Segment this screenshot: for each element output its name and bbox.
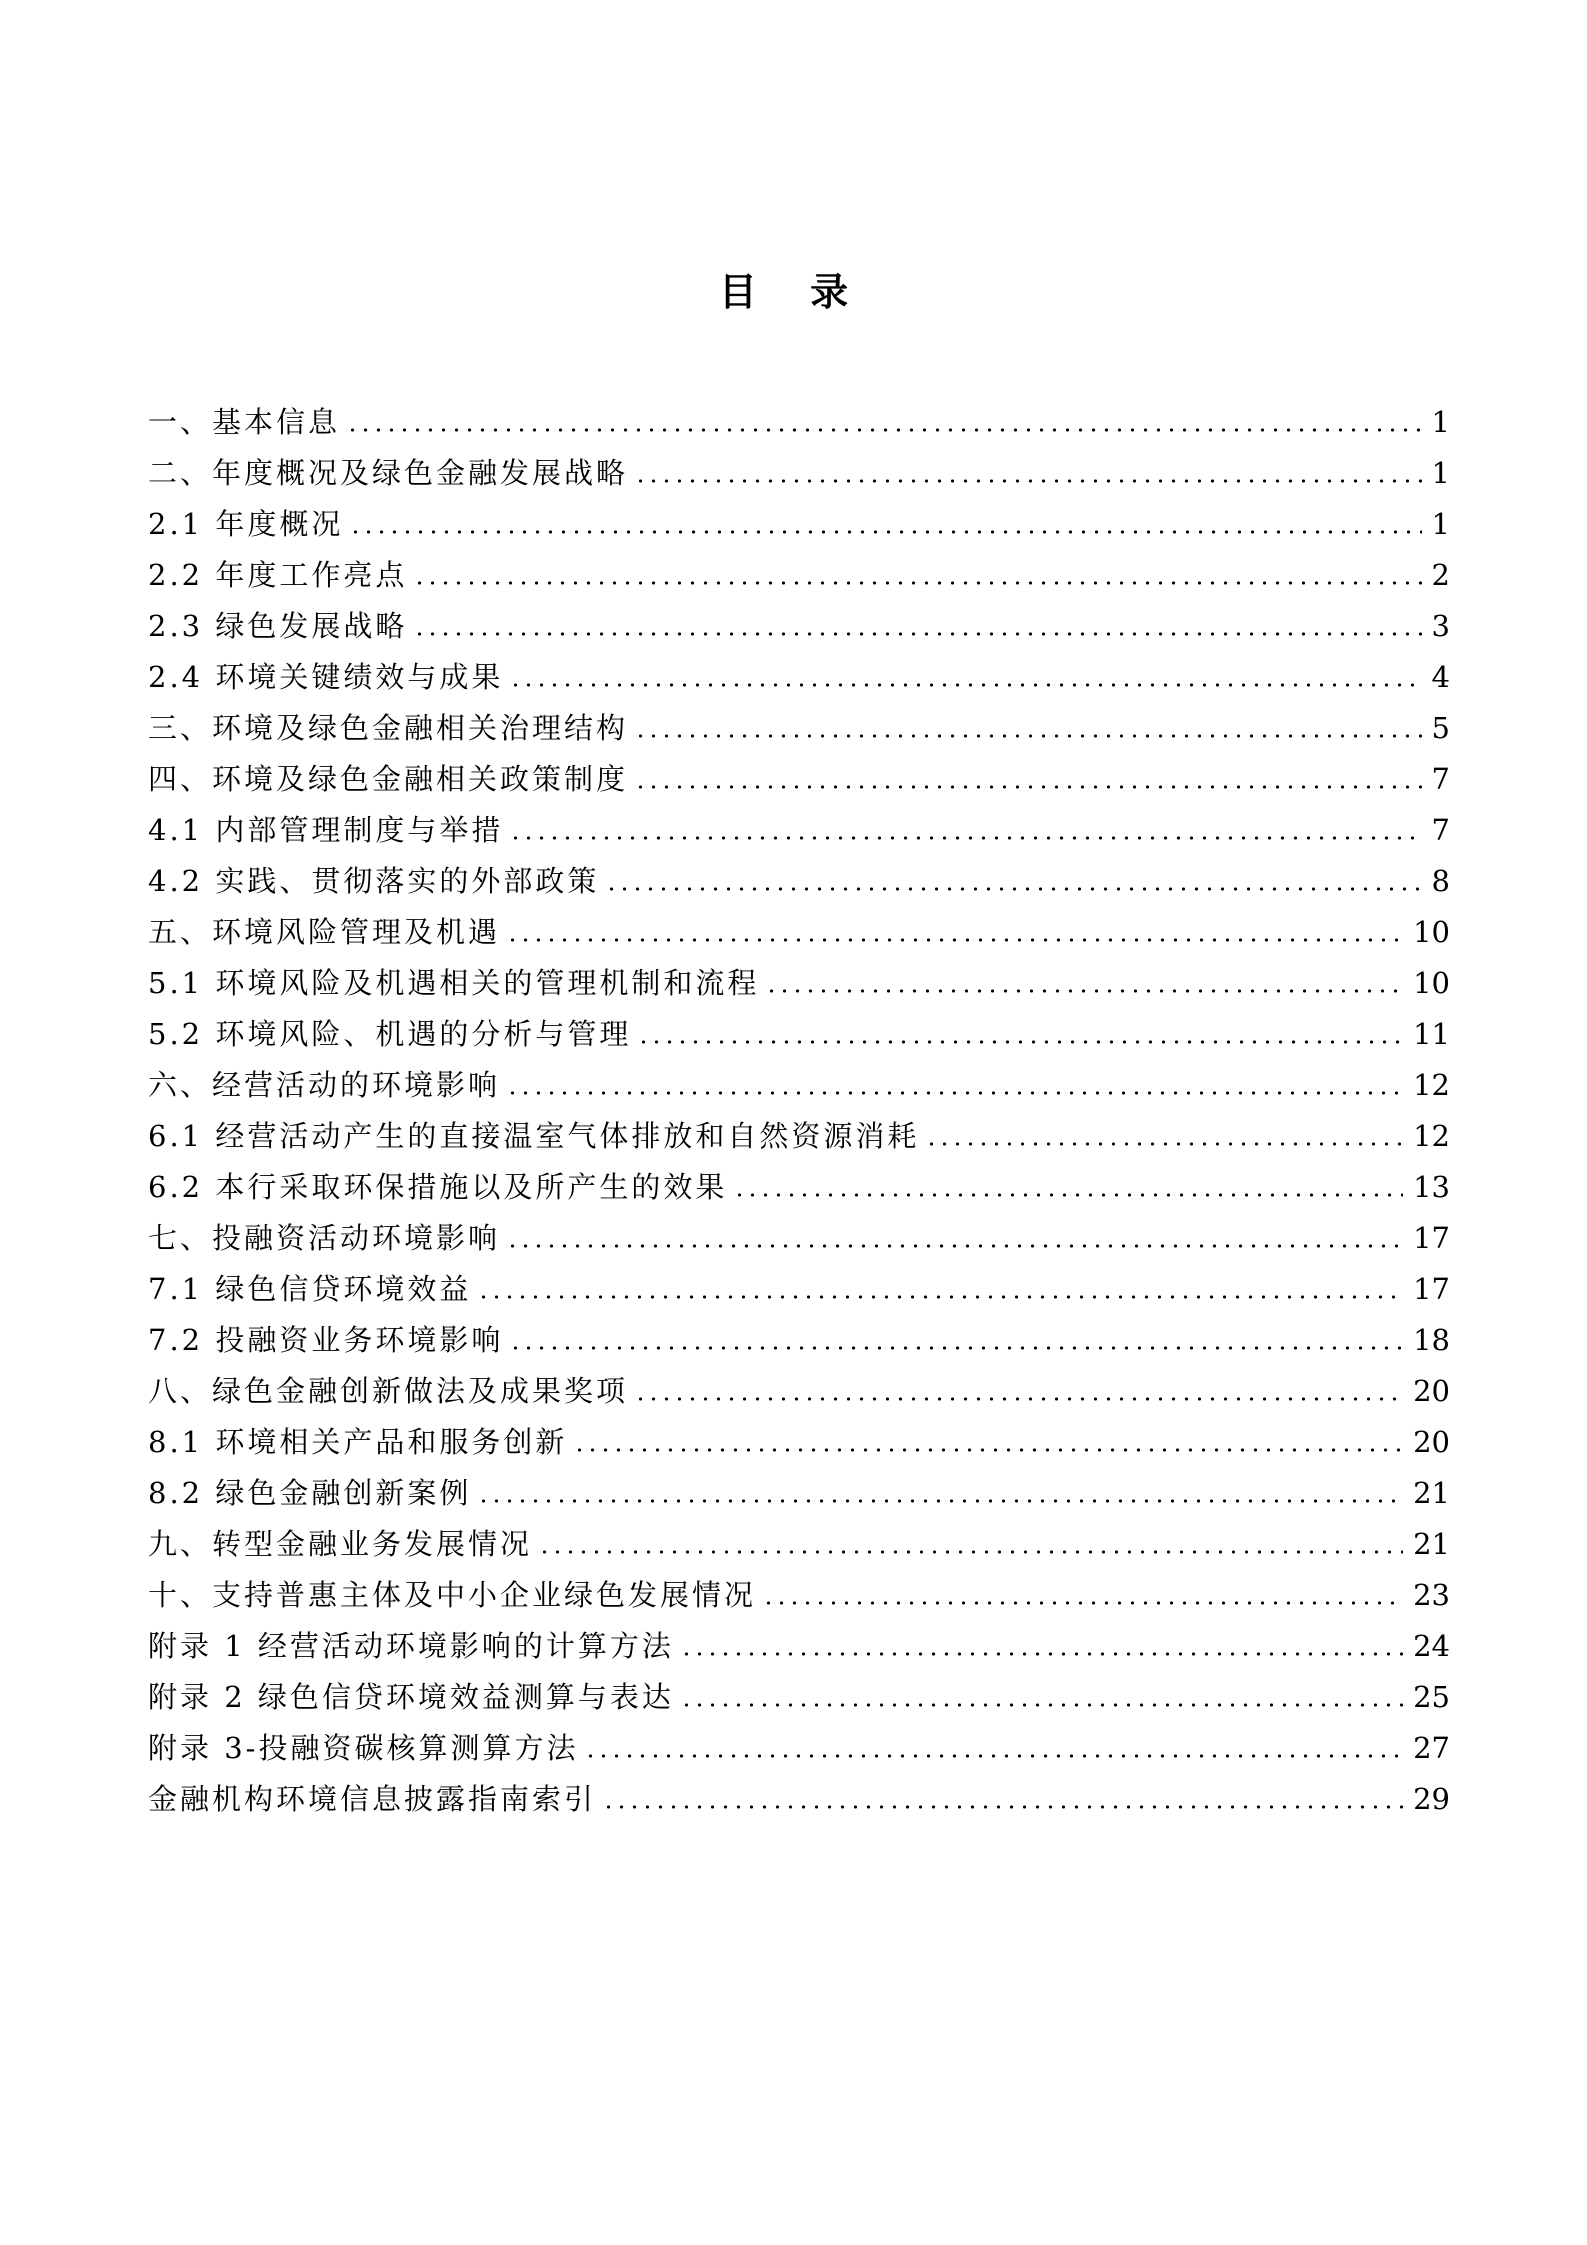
toc-entry-label: 附录 1 经营活动环境影响的计算方法 [148, 1629, 674, 1663]
toc-entry[interactable] [148, 1162, 1450, 1213]
toc-entry-label: 一、基本信息 [148, 405, 341, 439]
dot-leader [509, 1342, 1403, 1354]
toc-entry-label: 8.1 环境相关产品和服务创新 [148, 1425, 568, 1459]
toc-entry[interactable] [148, 1468, 1450, 1519]
toc-entry-page-number: 17 [1413, 1221, 1450, 1255]
toc-entry[interactable] [148, 805, 1450, 856]
toc-entry-label: 5.2 环境风险、机遇的分析与管理 [148, 1017, 632, 1051]
toc-entry[interactable] [148, 1417, 1450, 1468]
dot-leader [605, 883, 1421, 895]
dot-leader [506, 1240, 1403, 1252]
toc-entry-label: 6.2 本行采取环保措施以及所产生的效果 [148, 1170, 728, 1204]
toc-entry-page-number: 4 [1431, 660, 1450, 694]
toc-entry-page-number: 5 [1431, 711, 1450, 745]
dot-leader [413, 577, 1421, 589]
toc-entry[interactable] [148, 1111, 1450, 1162]
toc-entry[interactable] [148, 1009, 1450, 1060]
toc-entry[interactable] [148, 1060, 1450, 1111]
toc-entry[interactable] [148, 1621, 1450, 1672]
dot-leader [506, 1087, 1403, 1099]
toc-entry[interactable] [148, 1519, 1450, 1570]
toc-entry-page-number: 1 [1431, 507, 1450, 541]
toc-entry-page-number: 12 [1413, 1068, 1450, 1102]
toc-entry-label: 4.1 内部管理制度与举措 [148, 813, 504, 847]
toc-entry-page-number: 1 [1431, 405, 1450, 439]
dot-leader [634, 781, 1422, 793]
toc-entry[interactable] [148, 1774, 1450, 1825]
toc-entry[interactable] [148, 1570, 1450, 1621]
toc-entry[interactable] [148, 1672, 1450, 1723]
toc-entry-page-number: 24 [1413, 1629, 1450, 1663]
dot-leader [509, 832, 1421, 844]
toc-entry-label: 2.1 年度概况 [148, 507, 344, 541]
toc-entry-label: 2.2 年度工作亮点 [148, 558, 408, 592]
toc-entry-label: 5.1 环境风险及机遇相关的管理机制和流程 [148, 966, 760, 1000]
toc-entry-label: 附录 3-投融资碳核算测算方法 [148, 1731, 579, 1765]
toc-entry-label: 二、年度概况及绿色金融发展战略 [148, 456, 629, 490]
toc-entry[interactable] [148, 907, 1450, 958]
toc-entry-label: 十、支持普惠主体及中小企业绿色发展情况 [148, 1578, 757, 1612]
dot-leader [506, 934, 1403, 946]
dot-leader [765, 985, 1403, 997]
toc-entry-label: 五、环境风险管理及机遇 [148, 915, 501, 949]
dot-leader [680, 1699, 1403, 1711]
toc-entry-page-number: 23 [1413, 1578, 1450, 1612]
dot-leader [413, 628, 1421, 640]
toc-entry-page-number: 21 [1413, 1527, 1450, 1561]
toc-entry-page-number: 20 [1413, 1425, 1450, 1459]
toc-entry[interactable] [148, 448, 1450, 499]
toc-entry-page-number: 8 [1431, 864, 1450, 898]
toc-entry-page-number: 7 [1431, 762, 1450, 796]
dot-leader [925, 1138, 1403, 1150]
toc-entry-page-number: 12 [1413, 1119, 1450, 1153]
toc-entry-page-number: 25 [1413, 1680, 1450, 1714]
dot-leader [762, 1597, 1403, 1609]
toc-entry-label: 七、投融资活动环境影响 [148, 1221, 501, 1255]
toc-entry-label: 三、环境及绿色金融相关治理结构 [148, 711, 629, 745]
toc-entry-page-number: 11 [1413, 1017, 1450, 1051]
dot-leader [602, 1801, 1403, 1813]
toc-entry-page-number: 10 [1413, 966, 1450, 1000]
dot-leader [634, 730, 1422, 742]
toc-entry-label: 九、转型金融业务发展情况 [148, 1527, 533, 1561]
toc-entry-label: 四、环境及绿色金融相关政策制度 [148, 762, 629, 796]
dot-leader [477, 1495, 1403, 1507]
toc-entry-page-number: 3 [1431, 609, 1450, 643]
toc-entry[interactable] [148, 754, 1450, 805]
toc-entry[interactable] [148, 1213, 1450, 1264]
toc-entry-page-number: 17 [1413, 1272, 1450, 1306]
toc-entry-page-number: 29 [1413, 1782, 1450, 1816]
toc-entry-label: 六、经营活动的环境影响 [148, 1068, 501, 1102]
dot-leader [637, 1036, 1403, 1048]
toc-entry-label: 4.2 实践、贯彻落实的外部政策 [148, 864, 600, 898]
dot-leader [584, 1750, 1403, 1762]
toc-entry-label: 7.2 投融资业务环境影响 [148, 1323, 504, 1357]
dot-leader [634, 475, 1422, 487]
toc-entry-page-number: 2 [1431, 558, 1450, 592]
toc-entry-page-number: 13 [1413, 1170, 1450, 1204]
toc-entry[interactable] [148, 958, 1450, 1009]
dot-leader [733, 1189, 1403, 1201]
dot-leader [509, 679, 1421, 691]
toc-entry-page-number: 18 [1413, 1323, 1450, 1357]
toc-entry-label: 7.1 绿色信贷环境效益 [148, 1272, 472, 1306]
dot-leader [349, 526, 1421, 538]
toc-entry[interactable] [148, 397, 1450, 448]
toc-entry[interactable] [148, 550, 1450, 601]
toc-entry-page-number: 27 [1413, 1731, 1450, 1765]
dot-leader [538, 1546, 1403, 1558]
toc-entry-label: 附录 2 绿色信贷环境效益测算与表达 [148, 1680, 674, 1714]
toc-entry-label: 6.1 经营活动产生的直接温室气体排放和自然资源消耗 [148, 1119, 920, 1153]
dot-leader [680, 1648, 1403, 1660]
dot-leader [573, 1444, 1403, 1456]
toc-entry-page-number: 10 [1413, 915, 1450, 949]
toc-entry-label: 金融机构环境信息披露指南索引 [148, 1782, 597, 1816]
toc-entry[interactable] [148, 1723, 1450, 1774]
toc-entry[interactable] [148, 703, 1450, 754]
toc-entry[interactable] [148, 1264, 1450, 1315]
toc-entry-page-number: 7 [1431, 813, 1450, 847]
dot-leader [477, 1291, 1403, 1303]
toc-entry-page-number: 21 [1413, 1476, 1450, 1510]
table-of-contents [148, 397, 1450, 1825]
toc-entry-label: 8.2 绿色金融创新案例 [148, 1476, 472, 1510]
dot-leader [634, 1393, 1403, 1405]
page-title: 目 录 [718, 269, 869, 314]
toc-entry[interactable] [148, 1366, 1450, 1417]
toc-entry[interactable] [148, 601, 1450, 652]
toc-entry[interactable] [148, 856, 1450, 907]
dot-leader [346, 424, 1422, 436]
toc-entry[interactable] [148, 652, 1450, 703]
toc-entry-label: 2.3 绿色发展战略 [148, 609, 408, 643]
toc-entry-page-number: 1 [1431, 456, 1450, 490]
toc-entry-page-number: 20 [1413, 1374, 1450, 1408]
toc-entry-label: 2.4 环境关键绩效与成果 [148, 660, 504, 694]
toc-entry[interactable] [148, 1315, 1450, 1366]
toc-entry-label: 八、绿色金融创新做法及成果奖项 [148, 1374, 629, 1408]
toc-entry[interactable] [148, 499, 1450, 550]
